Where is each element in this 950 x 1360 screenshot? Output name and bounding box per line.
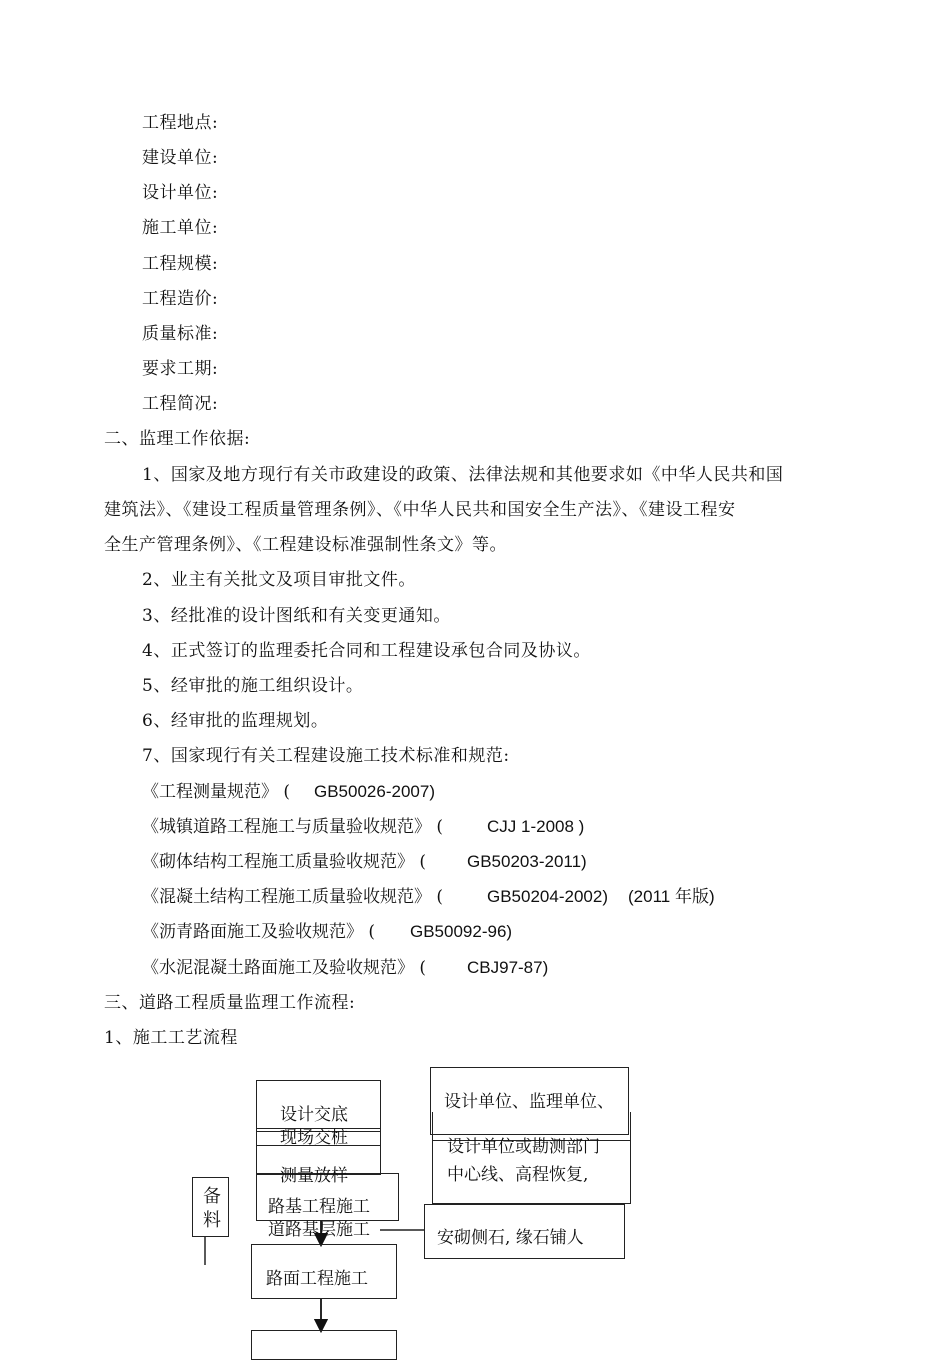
field-quality-standard: 质量标准:: [142, 324, 219, 344]
basis-item-4: 4、正式签订的监理委托合同和工程建设承包合同及协议。: [142, 641, 591, 661]
standard-code: GB50026-2007): [314, 782, 435, 801]
flow-curb-install: 安砌侧石, 缘石铺人: [437, 1228, 584, 1248]
field-design-unit: 设计单位:: [142, 183, 219, 203]
section3-heading: 三、道路工程质量监理工作流程:: [104, 993, 356, 1013]
flow-road-base: 道路基层施工: [268, 1220, 370, 1240]
flow-box-next: [251, 1330, 397, 1360]
field-project-location: 工程地点:: [142, 113, 219, 133]
field-project-scale: 工程规模:: [142, 254, 219, 274]
standard-edition: (2011 年版): [628, 887, 715, 906]
basis-item-5: 5、经审批的施工组织设计。: [142, 676, 364, 696]
standard-name: 《城镇道路工程施工与质量验收规范》 (: [142, 817, 444, 837]
field-project-cost: 工程造价:: [142, 289, 219, 309]
flow-centerline-restore: 中心线、高程恢复,: [447, 1165, 589, 1185]
flow-site-handover: 现场交桩: [280, 1128, 348, 1148]
standard-code: GB50203-2011): [467, 852, 587, 871]
flow-pavement-works: 路面工程施工: [266, 1269, 368, 1289]
basis-item-2: 2、业主有关批文及项目审批文件。: [142, 570, 416, 590]
basis-item-1-line3: 全生产管理条例》、《工程建设标准强制性条文》等。: [104, 535, 507, 555]
field-required-duration: 要求工期:: [142, 359, 219, 379]
flow-survey-staking: 测量放样: [280, 1166, 348, 1186]
section2-heading: 二、监理工作依据:: [104, 429, 251, 449]
basis-item-3: 3、经批准的设计图纸和有关变更通知。: [142, 606, 451, 626]
standard-name: 《混凝土结构工程施工质量验收规范》 (: [142, 887, 444, 907]
standard-name: 《砌体结构工程施工质量验收规范》 (: [142, 852, 427, 872]
flow-subgrade-works: 路基工程施工: [268, 1197, 370, 1217]
flow-design-briefing: 设计交底: [280, 1105, 348, 1125]
field-project-overview: 工程简况:: [142, 394, 219, 414]
standard-name: 《水泥混凝土路面施工及验收规范》 (: [142, 958, 427, 978]
standard-name: 《工程测量规范》 (: [142, 782, 291, 802]
flow-box-centerline: [432, 1112, 631, 1204]
basis-item-1-line2: 建筑法》、《建设工程质量管理条例》、《中华人民共和国安全生产法》、《建设工程安: [104, 500, 736, 520]
basis-item-6: 6、经审批的监理规划。: [142, 711, 329, 731]
flow-materials-char-2: 料: [203, 1210, 221, 1231]
basis-item-1-line1: 1、国家及地方现行有关市政建设的政策、法律法规和其他要求如《中华人民共和国: [142, 465, 784, 485]
flow-design-units-top: 设计单位、监理单位、: [444, 1092, 614, 1112]
standard-code: GB50204-2002): [487, 887, 608, 906]
standard-code: GB50092-96): [410, 922, 513, 941]
section3-subheading: 1、施工工艺流程: [104, 1028, 238, 1048]
flow-design-units-survey: 设计单位或勘测部门: [447, 1137, 600, 1157]
standard-code: CBJ97-87): [467, 958, 549, 977]
field-construction-unit: 施工单位:: [142, 218, 219, 238]
flow-materials-char-1: 备: [203, 1186, 221, 1207]
basis-item-7: 7、国家现行有关工程建设施工技术标准和规范:: [142, 746, 510, 766]
field-client: 建设单位:: [142, 148, 219, 168]
standard-code: CJJ 1-2008 ): [487, 817, 585, 836]
standard-name: 《沥青路面施工及验收规范》 (: [142, 922, 376, 942]
